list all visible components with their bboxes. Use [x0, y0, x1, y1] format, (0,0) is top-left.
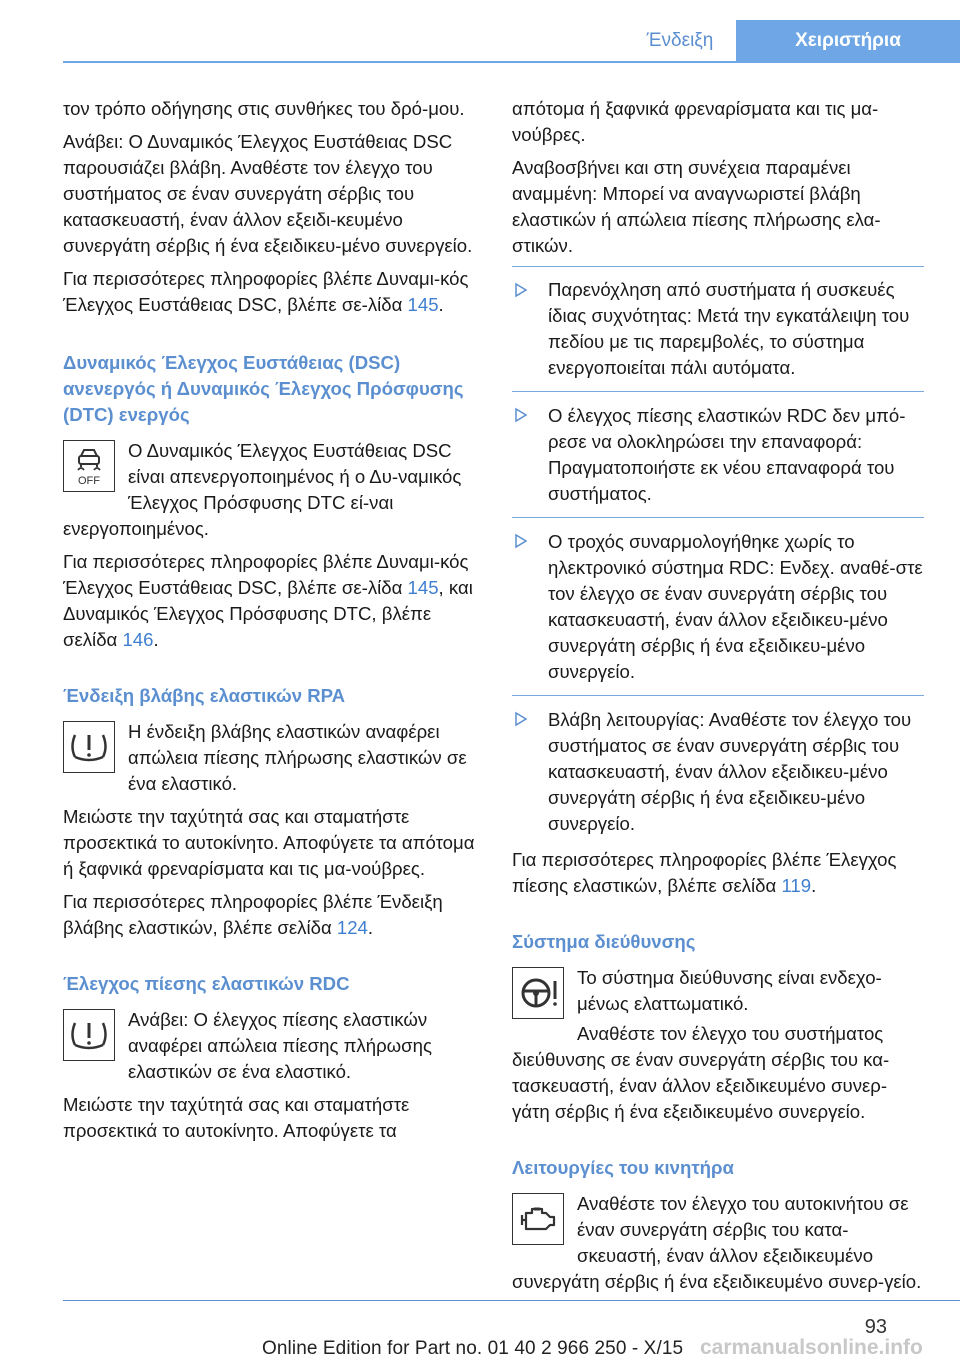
dsc-warning-block — [63, 438, 475, 542]
paragraph: Μειώστε την ταχύτητά σας και σταματήστε προσεκτικά το αυτοκίνητο. Αποφύγετε τα απότομα ή ξαφνικά φρεναρίσματα και τις μα-νούβρες. — [63, 806, 475, 879]
footer-rule — [63, 1300, 960, 1301]
section-heading-steering: Σύστημα διεύθυνσης — [512, 931, 696, 952]
watermark: carmanualsonline.info — [700, 1336, 923, 1359]
paragraph: τον τρόπο οδήγησης στις συνθήκες του δρό-μου. — [63, 98, 465, 119]
paragraph: Αναθέστε τον έλεγχο του συστήματος διεύθυνσης σε έναν συνεργάτη σέρβις του κα-τασκευαστή, έναν άλλον εξειδικευμένο συνερ-γάτη σέρβις ή ένα εξειδικευμένο συνεργείο. — [512, 1023, 890, 1122]
page-link[interactable]: 146 — [122, 629, 154, 650]
triangle-bullet-icon — [514, 710, 528, 728]
triangle-bullet-icon — [514, 281, 528, 299]
page-link[interactable]: 145 — [407, 577, 439, 598]
page-link[interactable]: 119 — [781, 875, 812, 896]
section-heading-rdc: Έλεγχος πίεσης ελαστικών RDC — [63, 973, 350, 994]
section-heading-engine: Λειτουργίες του κινητήρα — [512, 1157, 734, 1178]
list-item: Ο έλεγχος πίεσης ελαστικών RDC δεν μπό-ρεσε να ολοκληρώσει την επαναφορά: Πραγματοποιήστε εκ νέου επαναφορά του συστήματος. — [512, 391, 924, 517]
engine-check-icon — [512, 1193, 564, 1245]
cause-list — [512, 266, 924, 847]
paragraph: Ανάβει: Ο έλεγχος πίεσης ελαστικών αναφέρει απώλεια πίεσης πλήρωσης ελαστικών σε ένα ελαστικό. — [128, 1009, 432, 1082]
steering-wheel-warning-icon — [512, 967, 564, 1019]
paragraph: Αναθέστε τον έλεγχο του αυτοκινήτου σε έναν συνεργάτη σέρβις του κατα-σκευαστή, έναν άλλον εξειδικευμένο συνεργάτη σέρβις ή ένα εξειδικευμένο συνερ-γείο. — [512, 1193, 922, 1292]
paragraph: Η ένδειξη βλάβης ελαστικών αναφέρει απώλεια πίεσης πλήρωσης ελαστικών σε ένα ελαστικό. — [128, 721, 467, 794]
paragraph: Το σύστημα διεύθυνσης είναι ενδεχο-μένως ελαττωματικό. — [577, 967, 882, 1014]
header-rule — [63, 61, 960, 63]
paragraph: Ο Δυναμικός Έλεγχος Ευστάθειας DSC είναι απενεργοποιημένος ή ο Δυ-ναμικός Έλεγχος Πρόσφυσης DTC εί-ναι ενεργοποιημένος. — [63, 440, 462, 539]
engine-warning-block — [512, 1191, 924, 1295]
triangle-bullet-icon — [514, 406, 528, 424]
rdc-warning-block — [63, 1007, 475, 1085]
tire-pressure-warning-icon — [63, 721, 115, 773]
page-link[interactable]: 145 — [407, 294, 439, 315]
steering-warning-block — [512, 965, 924, 1021]
header-tab-controls[interactable]: Χειριστήρια — [736, 20, 960, 62]
paragraph: Ανάβει: Ο Δυναμικός Έλεγχος Ευστάθειας DSC παρουσιάζει βλάβη. Αναθέστε τον έλεγχο του συστήματος σε έναν συνεργάτη σέρβις του κατασκευαστή, έναν άλλον εξειδι-κευμένο συνεργάτη σέρβις ή ένα εξειδικευ-μένο συνεργείο. — [63, 131, 473, 256]
paragraph: Για περισσότερες πληροφορίες βλέπε Δυναμι-κός Έλεγχος Ευστάθειας DSC, βλέπε σε-λίδα 145, και Δυναμικός Έλεγχος Πρόσφυσης DTC, βλέπε σελίδα 146. — [63, 551, 473, 650]
paragraph: Αναβοσβήνει και στη συνέχεια παραμένει αναμμένη: Μπορεί να αναγνωριστεί βλάβη ελαστικών ή απώλεια πίεσης πλήρωσης ελα-στικών. — [512, 157, 881, 256]
dsc-off-icon — [63, 440, 115, 492]
paragraph: Μειώστε την ταχύτητά σας και σταματήστε προσεκτικά το αυτοκίνητο. Αποφύγετε τα — [63, 1094, 410, 1141]
paragraph: Για περισσότερες πληροφορίες βλέπε Έλεγχος πίεσης ελαστικών, βλέπε σελίδα 119. — [512, 849, 897, 896]
tire-pressure-warning-icon — [63, 1009, 115, 1061]
list-item: Ο τροχός συναρμολογήθηκε χωρίς το ηλεκτρονικό σύστημα RDC: Ενδεχ. αναθέ-στε τον έλεγχο σε έναν συνεργάτη σέρβις του κατασκευαστή, έναν άλλον εξειδικευ-μένο συνεργάτη σέρβις ή ένα εξειδικευ-μένο συνεργείο. — [512, 517, 924, 695]
left-column — [63, 96, 475, 1151]
page-link[interactable]: 124 — [336, 917, 368, 938]
paragraph: Για περισσότερες πληροφορίες βλέπε Δυναμι-κός Έλεγχος Ευστάθειας DSC, βλέπε σε-λίδα 145. — [63, 268, 469, 315]
right-column — [512, 96, 924, 1302]
edition-text: Online Edition for Part no. 01 40 2 966 250 - X/15 — [262, 1338, 684, 1359]
paragraph: Για περισσότερες πληροφορίες βλέπε Ένδειξη βλάβης ελαστικών, βλέπε σελίδα 124. — [63, 891, 443, 938]
header-tab-indication[interactable]: Ένδειξη — [646, 30, 714, 51]
paragraph: απότομα ή ξαφνικά φρεναρίσματα και τις μα-νούβρες. — [512, 98, 879, 145]
rpa-warning-block — [63, 719, 475, 797]
section-heading-dsc: Δυναμικός Έλεγχος Ευστάθειας (DSC) ανενεργός ή Δυναμικός Έλεγχος Πρόσφυσης (DTC) ενεργός — [63, 352, 464, 425]
list-item: Βλάβη λειτουργίας: Αναθέστε τον έλεγχο του συστήματος σε έναν συνεργάτη σέρβις του κατασκευαστή, έναν άλλον εξειδικευ-μένο συνεργάτη σέρβις ή ένα εξειδικευ-μένο συνεργείο. — [512, 695, 924, 847]
list-item: Παρενόχληση από συστήματα ή συσκευές ίδιας συχνότητας: Μετά την εγκατάλειψη του πεδίου με τις παρεμβολές, το σύστημα ενεργοποιείται πάλι αυτόματα. — [512, 266, 924, 391]
section-heading-rpa: Ένδειξη βλάβης ελαστικών RPA — [63, 685, 346, 706]
triangle-bullet-icon — [514, 532, 528, 550]
dsc-icon-label: OFF — [78, 475, 100, 487]
page-number: 93 — [864, 1316, 887, 1338]
